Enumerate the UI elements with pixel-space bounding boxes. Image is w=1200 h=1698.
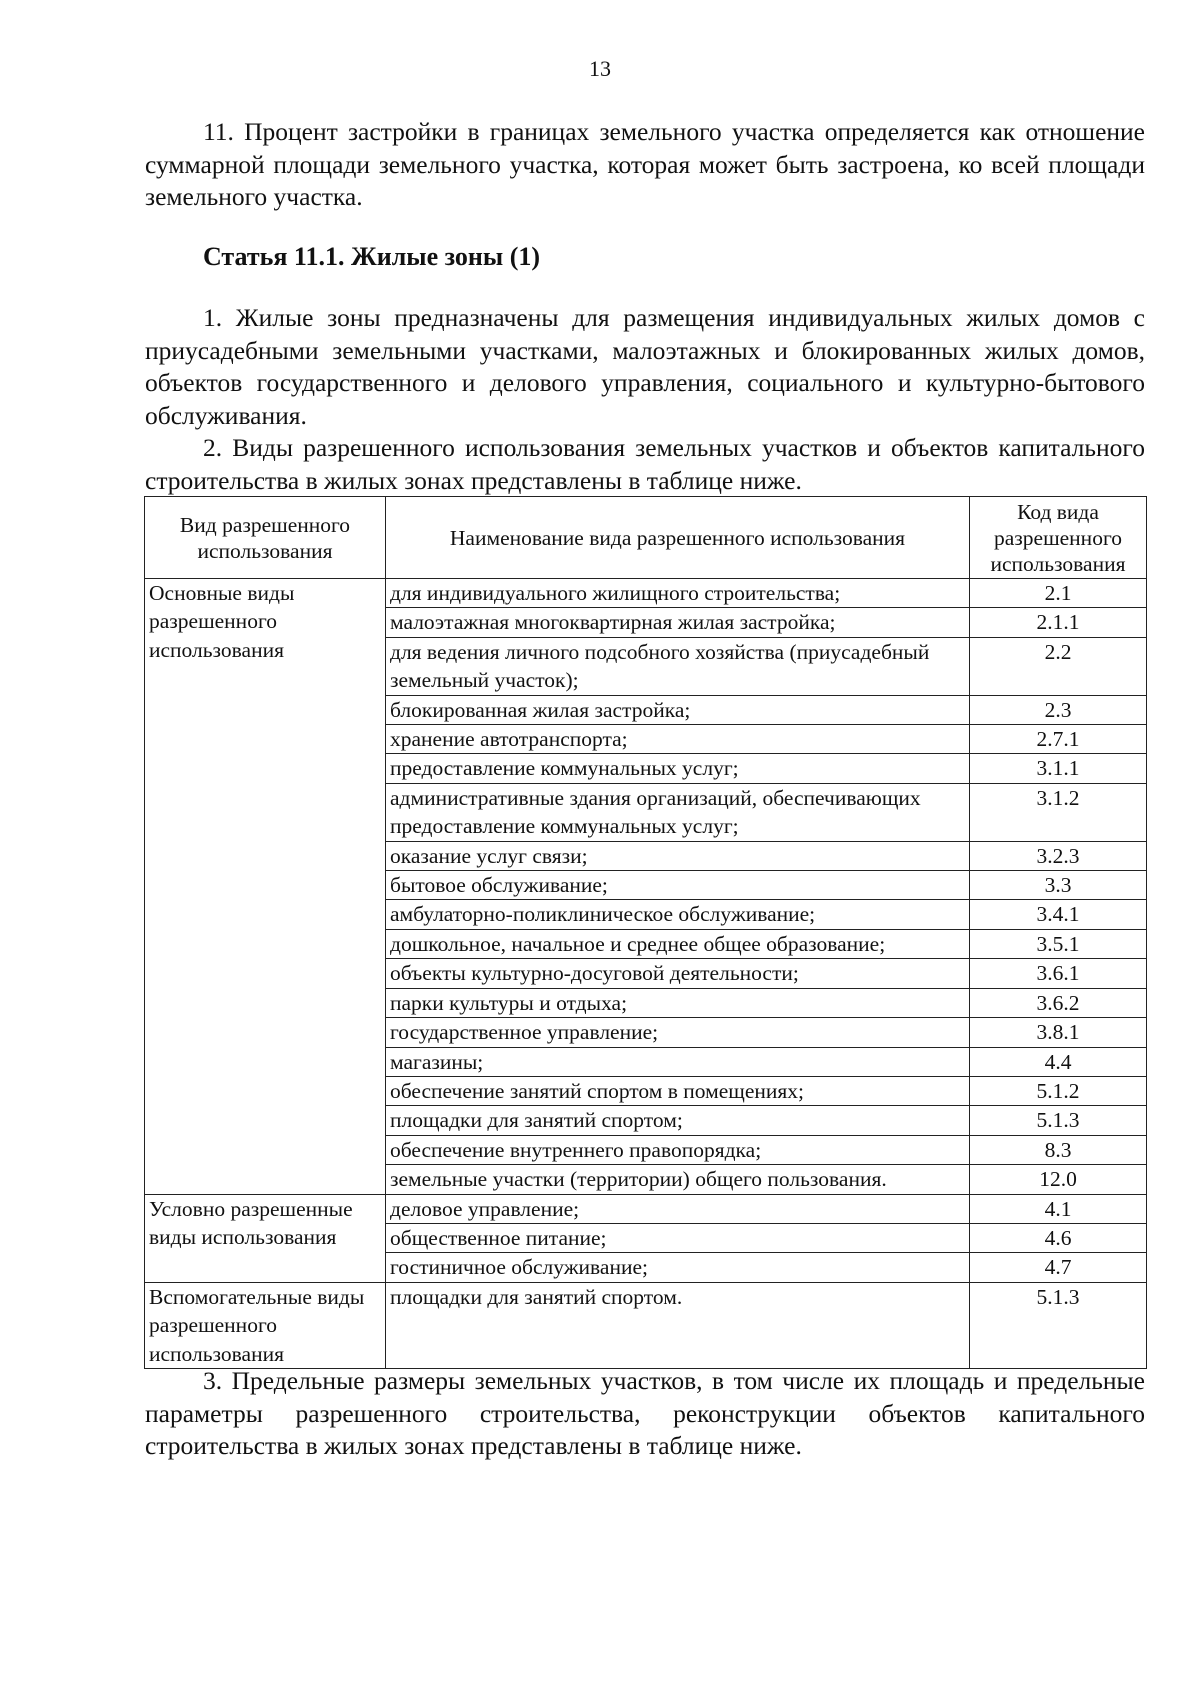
use-name-cell: административные здания организаций, обеспечивающих предоставление коммунальных услуг; [386, 783, 970, 841]
use-group-label: Условно разрешенные виды использования [145, 1194, 386, 1282]
article-heading: Статья 11.1. Жилые зоны (1) [203, 242, 541, 271]
use-code-cell: 8.3 [970, 1135, 1147, 1164]
use-name-cell: площадки для занятий спортом; [386, 1106, 970, 1135]
use-code-cell: 3.6.1 [970, 959, 1147, 988]
use-name-cell: гостиничное обслуживание; [386, 1253, 970, 1282]
permitted-uses-table [144, 496, 1147, 1369]
use-code-cell: 4.1 [970, 1194, 1147, 1223]
table-row [145, 1282, 1147, 1368]
use-code-cell: 2.2 [970, 637, 1147, 695]
use-code-cell: 12.0 [970, 1165, 1147, 1194]
table-body [145, 579, 1147, 1369]
use-code-cell: 3.6.2 [970, 988, 1147, 1017]
use-code-cell: 4.4 [970, 1047, 1147, 1076]
use-name-cell: предоставление коммунальных услуг; [386, 754, 970, 783]
use-code-cell: 3.4.1 [970, 900, 1147, 929]
use-name-cell: государственное управление; [386, 1018, 970, 1047]
use-name-cell: амбулаторно-поликлиническое обслуживание; [386, 900, 970, 929]
use-name-cell: обеспечение занятий спортом в помещениях; [386, 1076, 970, 1105]
use-name-cell: хранение автотранспорта; [386, 725, 970, 754]
paragraph-3: 3. Предельные размеры земельных участков, в том числе их площадь и предельные параметры разрешенного строительства, реконструкции объектов капитального строительства в жилых зонах представлены в таблице ниже. [145, 1366, 1145, 1460]
header-use-type: Вид разрешенного использования [145, 497, 386, 579]
header-use-code: Код вида разрешенного использования [970, 497, 1147, 579]
use-name-cell: площадки для занятий спортом. [386, 1282, 970, 1368]
paragraph-2: 2. Виды разрешенного использования земельных участков и объектов капитального строительства в жилых зонах представлены в таблице ниже. [145, 433, 1145, 495]
table-header-row [145, 497, 1147, 579]
use-code-cell: 3.1.1 [970, 754, 1147, 783]
use-group-label: Основные виды разрешенного использования [145, 579, 386, 1195]
use-name-cell: для ведения личного подсобного хозяйства (приусадебный земельный участок); [386, 637, 970, 695]
header-use-name: Наименование вида разрешенного использования [386, 497, 970, 579]
paragraph-11: 11. Процент застройки в границах земельного участка определяется как отношение суммарной площади земельного участка, которая может быть застроена, ко всей площади земельного участка. [145, 117, 1145, 211]
use-code-cell: 5.1.2 [970, 1076, 1147, 1105]
use-code-cell: 3.1.2 [970, 783, 1147, 841]
use-group-label: Вспомогательные виды разрешенного использования [145, 1282, 386, 1368]
use-name-cell: обеспечение внутреннего правопорядка; [386, 1135, 970, 1164]
use-code-cell: 2.1 [970, 579, 1147, 608]
use-name-cell: бытовое обслуживание; [386, 871, 970, 900]
use-code-cell: 3.5.1 [970, 929, 1147, 958]
table-row [145, 579, 1147, 608]
use-code-cell: 2.3 [970, 695, 1147, 724]
use-name-cell: объекты культурно-досуговой деятельности; [386, 959, 970, 988]
use-code-cell: 4.7 [970, 1253, 1147, 1282]
use-code-cell: 4.6 [970, 1223, 1147, 1252]
use-name-cell: малоэтажная многоквартирная жилая застройка; [386, 608, 970, 637]
use-code-cell: 2.7.1 [970, 725, 1147, 754]
use-name-cell: оказание услуг связи; [386, 841, 970, 870]
use-name-cell: для индивидуального жилищного строительства; [386, 579, 970, 608]
page-number: 13 [589, 56, 611, 81]
table-row [145, 1194, 1147, 1223]
use-code-cell: 2.1.1 [970, 608, 1147, 637]
paragraph-1: 1. Жилые зоны предназначены для размещения индивидуальных жилых домов с приусадебными земельными участками, малоэтажных и блокированных жилых домов, объектов государственного и делового управления, социального и культурно-бытового обслуживания. [145, 303, 1145, 430]
use-code-cell: 3.8.1 [970, 1018, 1147, 1047]
use-name-cell: земельные участки (территории) общего пользования. [386, 1165, 970, 1194]
use-code-cell: 5.1.3 [970, 1106, 1147, 1135]
use-name-cell: общественное питание; [386, 1223, 970, 1252]
use-name-cell: парки культуры и отдыха; [386, 988, 970, 1017]
use-name-cell: деловое управление; [386, 1194, 970, 1223]
use-code-cell: 3.2.3 [970, 841, 1147, 870]
use-name-cell: дошкольное, начальное и среднее общее образование; [386, 929, 970, 958]
use-code-cell: 5.1.3 [970, 1282, 1147, 1368]
use-name-cell: блокированная жилая застройка; [386, 695, 970, 724]
use-name-cell: магазины; [386, 1047, 970, 1076]
use-code-cell: 3.3 [970, 871, 1147, 900]
